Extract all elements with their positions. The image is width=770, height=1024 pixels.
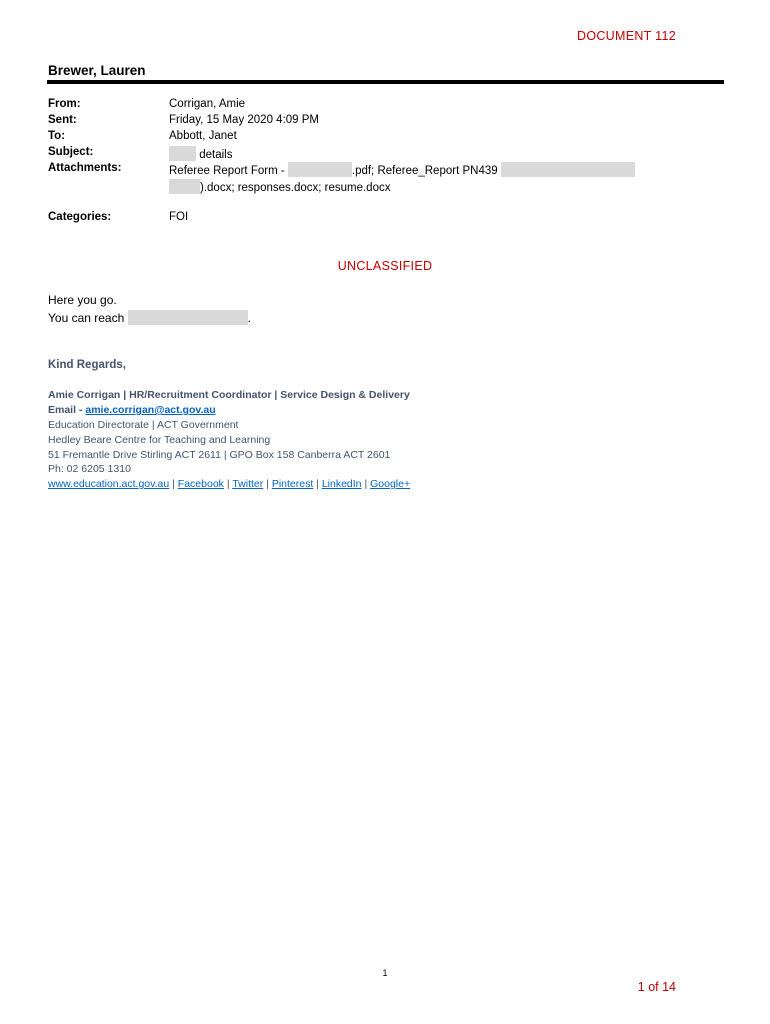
mailbox-owner: Brewer, Lauren xyxy=(48,63,146,78)
subject-value xyxy=(169,146,232,161)
signature-name-line: Amie Corrigan | HR/Recruitment Coordinator | Service Design & Delivery xyxy=(48,389,410,401)
to-label: To: xyxy=(48,130,66,142)
from-label: From: xyxy=(48,98,81,110)
signature-org-line: Education Directorate | ACT Government xyxy=(48,419,239,431)
separator: | xyxy=(364,478,368,490)
signature-centre-line: Hedley Beare Centre for Teaching and Learning xyxy=(48,434,271,446)
sent-value: Friday, 15 May 2020 4:09 PM xyxy=(169,114,319,126)
signature-links-line xyxy=(48,478,410,490)
separator: | xyxy=(172,478,175,490)
twitter-link[interactable]: Twitter xyxy=(232,478,264,490)
email-prefix: Email - xyxy=(48,404,86,416)
attachments-label: Attachments: xyxy=(48,162,122,174)
attachment-text: ).docx; responses.docx; resume.docx xyxy=(200,182,391,194)
signature-closing: Kind Regards, xyxy=(48,359,126,371)
website-link[interactable]: www.education.act.gov.au xyxy=(48,478,170,490)
signature-email-line xyxy=(48,404,216,416)
body-line xyxy=(48,310,251,325)
redaction-box xyxy=(501,162,635,177)
sent-label: Sent: xyxy=(48,114,77,126)
attachment-text: Referee Report Form - xyxy=(169,165,288,177)
subject-text: details xyxy=(199,149,233,161)
pinterest-link[interactable]: Pinterest xyxy=(271,478,314,490)
separator: | xyxy=(316,478,319,490)
to-value: Abbott, Janet xyxy=(169,130,237,142)
separator: | xyxy=(266,478,269,490)
facebook-link[interactable]: Facebook xyxy=(177,478,224,490)
categories-value: FOI xyxy=(169,211,189,223)
googleplus-link[interactable]: Google+ xyxy=(370,478,411,490)
classification-label: UNCLASSIFIED xyxy=(337,259,433,273)
separator: | xyxy=(226,478,230,490)
redaction-box xyxy=(169,146,196,161)
attachments-value xyxy=(169,162,635,177)
body-line: Here you go. xyxy=(48,293,117,307)
attachments-value-line2 xyxy=(169,179,390,194)
body-text: . xyxy=(247,311,251,325)
categories-label: Categories: xyxy=(48,211,112,223)
signature-address-line: 51 Fremantle Drive Stirling ACT 2611 | GPO Box 158 Canberra ACT 2601 xyxy=(48,449,391,461)
email-link[interactable]: amie.corrigan@act.gov.au xyxy=(85,404,216,416)
header-rule xyxy=(47,80,724,84)
redaction-box xyxy=(169,179,200,194)
redaction-box xyxy=(288,162,352,177)
signature-phone-line: Ph: 02 6205 1310 xyxy=(48,463,131,475)
document-number: DOCUMENT 112 xyxy=(577,29,676,43)
page-number: 1 xyxy=(382,968,388,978)
from-value: Corrigan, Amie xyxy=(169,98,246,110)
redaction-box xyxy=(128,310,248,325)
body-text: You can reach xyxy=(48,311,128,325)
subject-label: Subject: xyxy=(48,146,94,158)
attachment-text: .pdf; Referee_Report PN439 xyxy=(351,165,498,177)
linkedin-link[interactable]: LinkedIn xyxy=(321,478,362,490)
page-count: 1 of 14 xyxy=(637,980,676,994)
